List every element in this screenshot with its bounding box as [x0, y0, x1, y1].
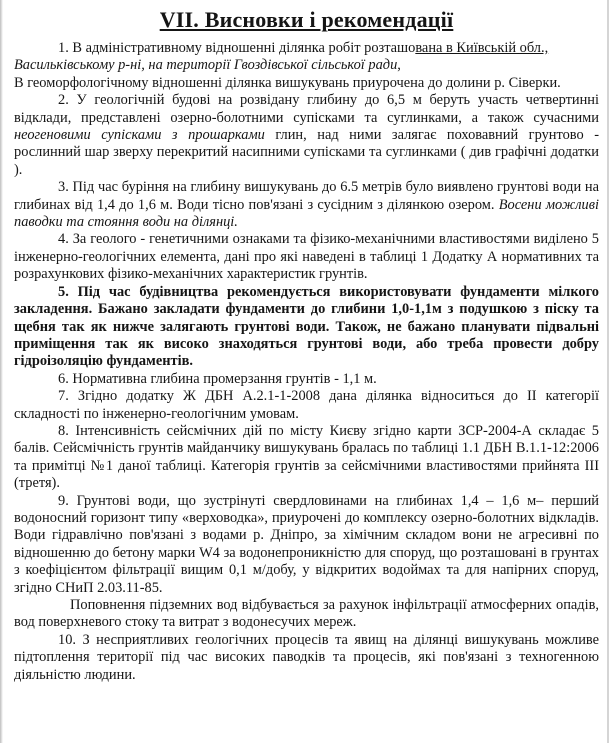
paragraph-4: 4. За геолого - генетичними ознаками та фізико-механічними властивостями виділено 5 інженерно-геологічних елемента, дані про які наведені в таблиці 1 Додатку А нормативних та розрахункових фізико-механічних характеристик грунтів. [14, 231, 599, 283]
p1-text-c: Васильківському р-ні, на території Гвоздівської сільської ради [14, 57, 398, 74]
p1-text-b: вана в Київській обл., [415, 40, 549, 56]
paragraph-7: 7. Згідно додатку Ж ДБН А.2.1-1-2008 дана ділянка відноситься до II категорії складності по інженерно-геологічним умовам. [14, 388, 599, 422]
paragraph-3 [14, 179, 599, 231]
paragraph-5: 5. Під час будівництва рекомендується використовувати фундаменти мілкого закладення. Бажано закладати фундаменти до глибини 1,0-1,1м з подушкою з піску та щебня так як нижче залягають грунтові води. Також, не бажано планувати підвальні приміщення так як високо знаходяться грунтові води, або треба провести добру гідроізоляцію фундаментів. [14, 283, 599, 370]
p3-text-a: 3. Під час буріння на глибину вишукувань до 6.5 метрів було виявлено грунтові води на глибинах від 1,4 до 1,6 м. Води тісно пов'язані з сусідним з ділянкою озером. [14, 179, 599, 213]
paragraph-9: 9. Грунтові води, що зустрінуті свердловинами на глибинах 1,4 – 1,6 м– перший водоносний горизонт типу «верховодка», приурочені до комплексу озерно-болотних відкладів. Води гідравлічно пов'язані з водами р. Дніпро, за хімічним складом вони не агресивні по відношенню до бетону марки W4 за водонепроникністю для споруд, що розташовані в грунтах з коефіцієнтом фільтрації вищим 0,1 м/добу, у відкритих водоймах та для напірних споруд, згідно СНиП 2.03.11-85. [14, 492, 599, 596]
p1-text-d: , [397, 57, 401, 74]
p2-text-c: глин, над ними залягає поховавний грунтово - рослинний шар зверху перекритий насипними супісками та суглинками ( див графічні додатки ). [14, 127, 599, 178]
p3-text-b: Восени можливі паводки та стояння води на ділянці. [14, 196, 599, 231]
paragraph-8: 8. Інтенсивність сейсмічних дій по місту Києву згідно карти ЗСР-2004-А складає 5 балів. Сейсмічність грунтів майданчику вишукувань бралась по таблиці 1.1 ДБН В.1.1-12:2006 та примітці №1 даної таблиці. Категорія грунтів за сейсмічними властивостями прийнята III (третя). [14, 422, 599, 492]
paragraph-1 [14, 40, 599, 92]
section-heading: VII. Висновки і рекомендації [159, 7, 454, 32]
paragraph-6: 6. Нормативна глибина промерзання грунтів - 1,1 м. [58, 370, 377, 387]
paragraph-9b: Поповнення підземних вод відбувається за рахунок інфільтрації атмосферних опадів, вод поверхневого стоку та витрат з водонесучих мереж. [14, 597, 599, 631]
p1-text-a: 1. В адміністративному відношенні ділянка робіт розташо [58, 40, 416, 56]
p1-text-e: В геоморфологічному відношенні ділянка вишукувань приурочена до долини р. Сіверки. [14, 74, 561, 91]
paragraph-2 [14, 92, 599, 179]
p2-text-b: неогеновими супісками з прошарками [14, 127, 265, 144]
paragraph-10: 10. З несприятливих геологічних процесів та явищ на ділянці вишукувань можливе підтоплення території під час високих паводків та процесів, які пов'язані з техногенною діяльністю людини. [14, 631, 599, 683]
p2-text-a: 2. У геологічній будові на розвідану глибину до 6,5 м беруть участь четвертинні відклади, представлені озерно-болотними супісками та суглинками, а також сучасними [14, 92, 599, 126]
